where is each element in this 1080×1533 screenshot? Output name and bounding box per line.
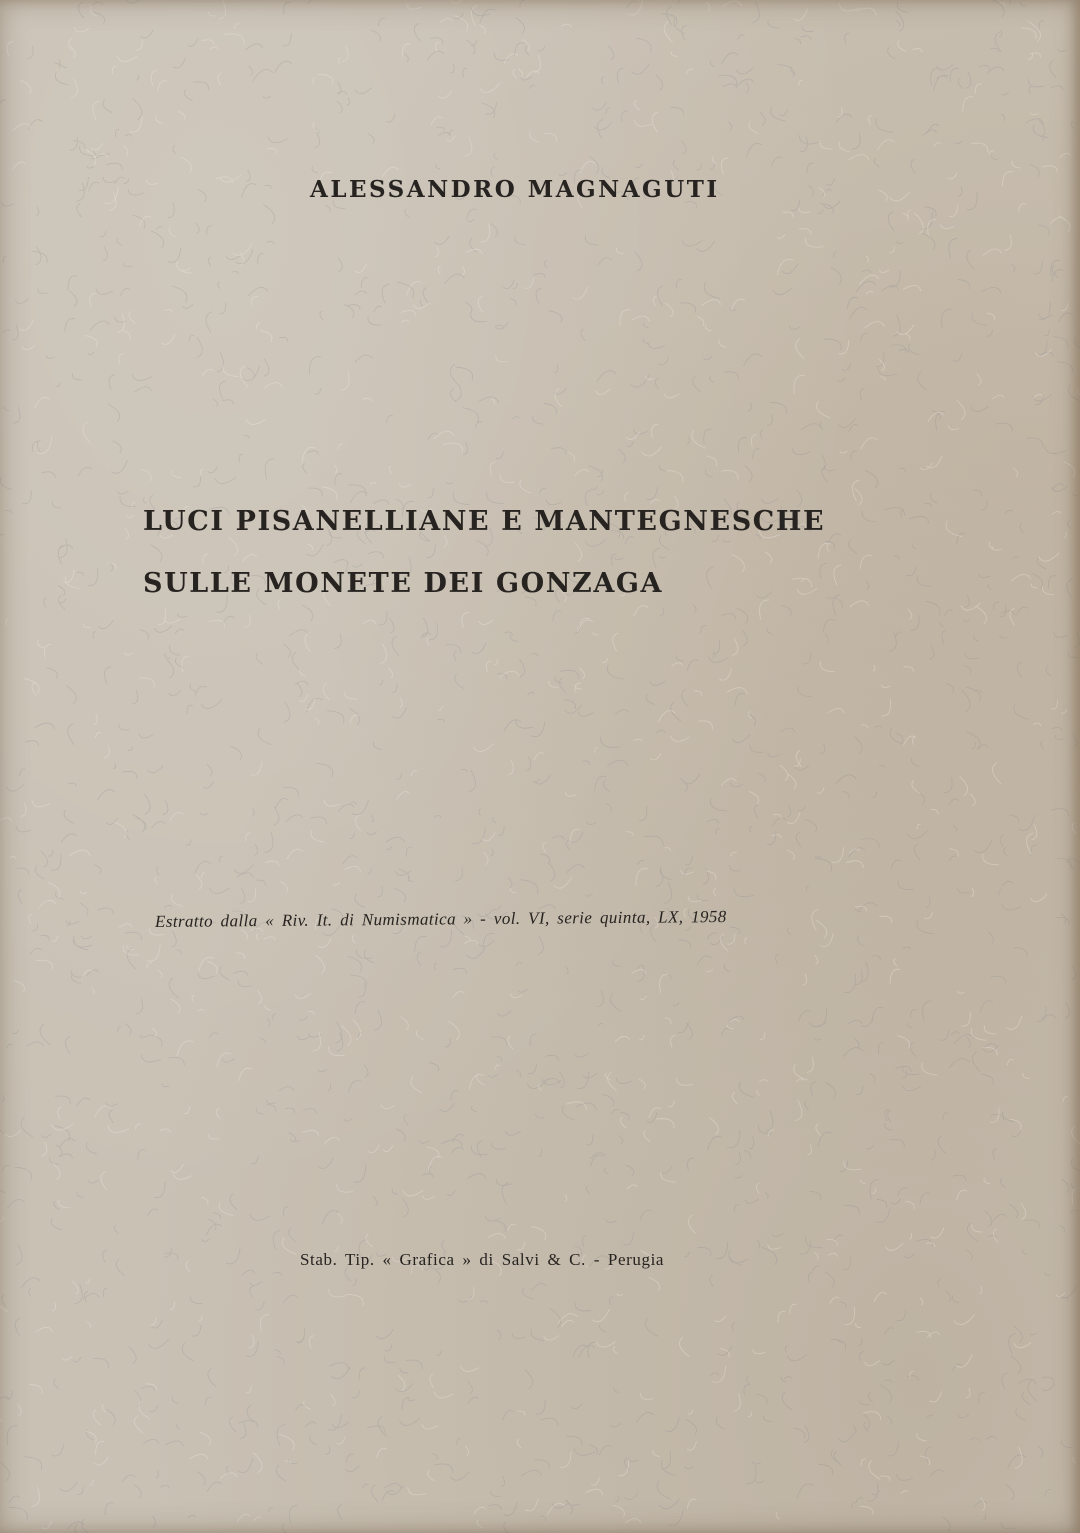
title-line-1: LUCI PISANELLIANE E MANTEGNESCHE bbox=[143, 506, 826, 537]
author-name: ALESSANDRO MAGNAGUTI bbox=[310, 176, 720, 203]
title-line-2: SULLE MONETE DEI GONZAGA bbox=[143, 568, 664, 599]
printer-imprint: Stab. Tip. « Grafica » di Salvi & C. - Perugia bbox=[300, 1250, 665, 1269]
extract-note: Estratto dalla « Riv. It. di Numismatica » - vol. VI, serie quinta, LX, 1958 bbox=[154, 907, 727, 931]
